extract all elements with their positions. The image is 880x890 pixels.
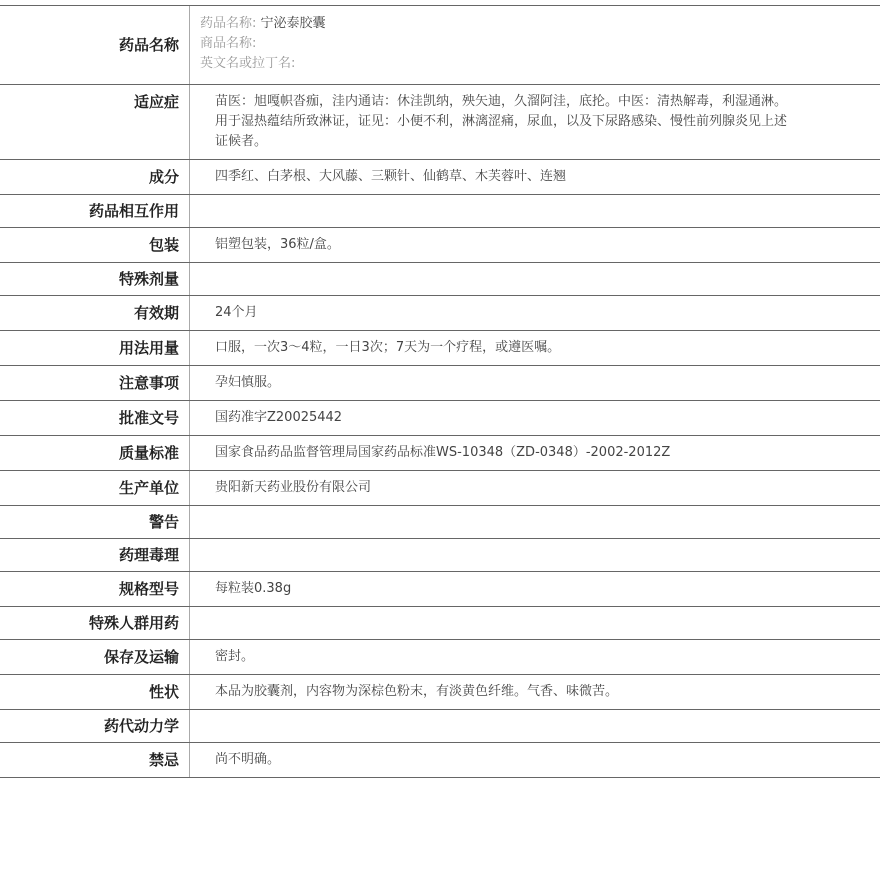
table-row: [0, 263, 880, 296]
table-row: [0, 366, 880, 401]
row-value: 密封。: [215, 649, 255, 664]
table-row: [0, 506, 880, 539]
row-value: [190, 506, 880, 538]
table-row: [0, 160, 880, 195]
row-value: 铝塑包装，36粒/盒。: [215, 237, 340, 252]
row-value: 孕妇慎服。: [215, 375, 281, 390]
trade-name-line: [200, 34, 870, 54]
table-row: [0, 195, 880, 228]
table-row: [0, 539, 880, 572]
row-label: 注意事项: [0, 366, 190, 400]
table-row: [0, 710, 880, 743]
table-row: [0, 436, 880, 471]
table-row: [0, 607, 880, 640]
row-label: 特殊人群用药: [0, 607, 190, 639]
field-key: 英文名或拉丁名:: [200, 56, 296, 71]
table-row: [0, 471, 880, 506]
row-label: 禁忌: [0, 743, 190, 777]
row-label: 药品相互作用: [0, 195, 190, 227]
table-row: [0, 640, 880, 675]
row-label: 药品名称: [0, 6, 190, 84]
table-row: [0, 85, 880, 160]
row-label: 保存及运输: [0, 640, 190, 674]
field-key: 药品名称:: [200, 16, 257, 31]
row-value: 国药准字Z20025442: [215, 410, 343, 425]
row-label: 包装: [0, 228, 190, 262]
row-label: 生产单位: [0, 471, 190, 505]
row-value: [190, 195, 880, 227]
row-label: 质量标准: [0, 436, 190, 470]
row-value: 本品为胶囊剂，内容物为深棕色粉末，有淡黄色纤维。气香、味微苦。: [215, 684, 619, 699]
drug-name-fields: [190, 6, 880, 84]
drug-name-line: [200, 14, 870, 34]
row-value: 每粒装0.38g: [215, 581, 292, 596]
row-label: 批准文号: [0, 401, 190, 435]
row-value: [190, 539, 880, 571]
row-value: 贵阳新天药业股份有限公司: [215, 480, 372, 495]
row-label: 性状: [0, 675, 190, 709]
row-value: 国家食品药品监督管理局国家药品标准WS-10348（ZD-0348）-2002-2012Z: [215, 445, 671, 460]
row-value: 24个月: [215, 305, 258, 320]
table-row: [0, 296, 880, 331]
row-label: 成分: [0, 160, 190, 194]
table-row: [0, 572, 880, 607]
table-row: [0, 228, 880, 263]
row-value: 四季红、白茅根、大风藤、三颗针、仙鹤草、木芙蓉叶、连翘: [215, 169, 567, 184]
row-label: 特殊剂量: [0, 263, 190, 295]
row-value: 苗医：旭嘎帜沓痂，洼内通诘：休洼凯纳，殃矢迪，久溜阿洼，底抡。中医：清热解毒，利湿通淋。用于湿热蕴结所致淋证，证见：小便不利，淋漓涩痛，尿血，以及下尿路感染、慢性前列腺炎见上述证候者。: [215, 94, 788, 149]
drug-name-value: 宁泌泰胶囊: [260, 16, 326, 31]
row-label: 有效期: [0, 296, 190, 330]
row-label: 药理毒理: [0, 539, 190, 571]
row-label: 规格型号: [0, 572, 190, 606]
table-row: [0, 675, 880, 710]
table-row: [0, 331, 880, 366]
row-label: 药代动力学: [0, 710, 190, 742]
row-value: [190, 710, 880, 742]
row-value: [190, 263, 880, 295]
table-row-drug-name: [0, 6, 880, 85]
row-value: 口服，一次3～4粒，一日3次；7天为一个疗程，或遵医嘱。: [215, 340, 561, 355]
row-label: 警告: [0, 506, 190, 538]
row-value: 尚不明确。: [215, 752, 281, 767]
field-key: 商品名称:: [200, 36, 257, 51]
row-value: [190, 607, 880, 639]
table-row: [0, 743, 880, 778]
drug-info-table: [0, 5, 880, 778]
row-label: 用法用量: [0, 331, 190, 365]
table-row: [0, 401, 880, 436]
latin-name-line: [200, 54, 870, 74]
row-label: 适应症: [0, 85, 190, 159]
